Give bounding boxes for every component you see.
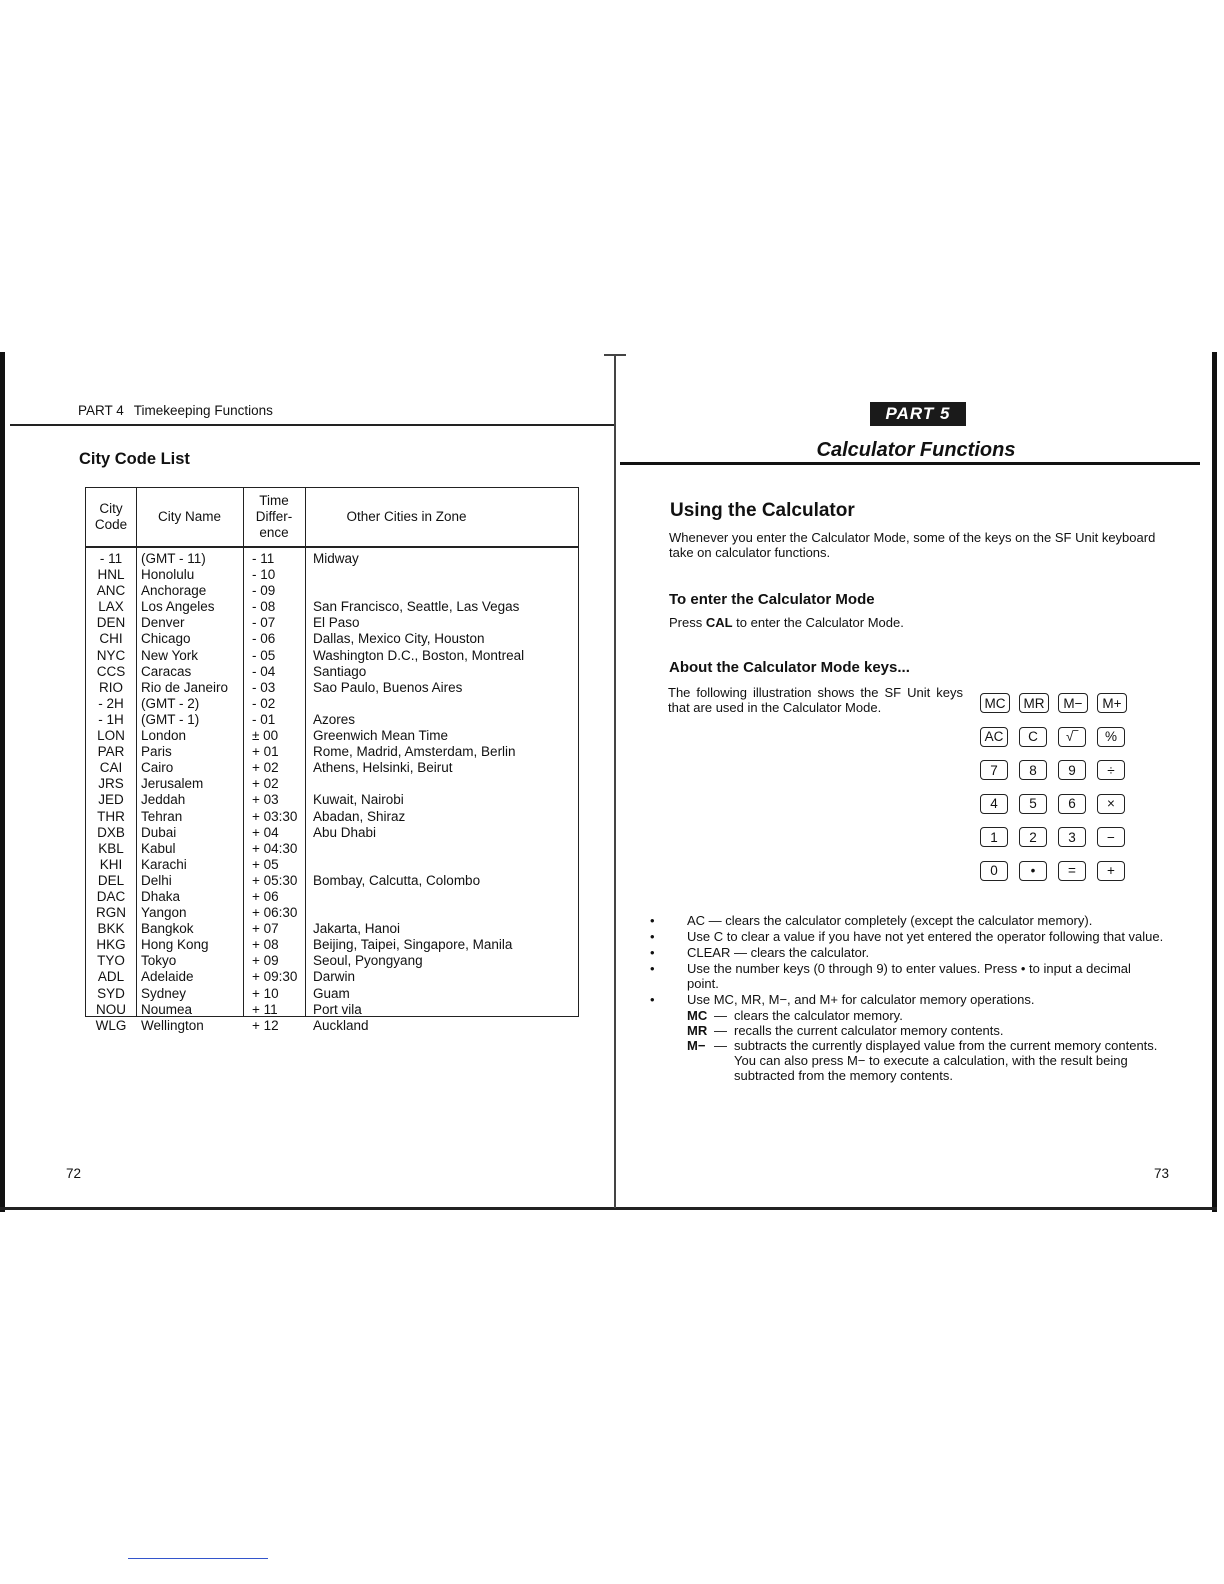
- key-mr: MR: [1019, 693, 1049, 713]
- header-city-name: [136, 488, 243, 546]
- bullet-text: Use C to clear a value if you have not yet entered the operator following that value.: [687, 929, 1164, 944]
- key-name: CAL: [705, 615, 733, 630]
- bullet-item: [650, 913, 1165, 928]
- bullet-icon: •: [650, 929, 655, 944]
- time-difference-cell: + 04:30: [252, 840, 298, 856]
- memory-key-description: subtracts the currently displayed value from the current memory contents. You can also press M− to execute a calculation, with the result being subtracted from the memory contents.: [734, 1038, 1158, 1083]
- bullet-item: [650, 929, 1165, 944]
- memory-key-item: [650, 1008, 1165, 1023]
- city-code-cell: HKG: [96, 937, 126, 953]
- other-cities-cell: Greenwich Mean Time: [313, 728, 449, 744]
- header-time-difference: [243, 488, 305, 546]
- bullet-item: [650, 961, 1165, 991]
- city-code-cell: NYC: [96, 647, 126, 663]
- other-cities-cell: Bombay, Calcutta, Colombo: [313, 872, 481, 888]
- table-row: [86, 953, 578, 969]
- key-5: 5: [1019, 794, 1047, 814]
- page-number: 72: [66, 1166, 82, 1181]
- city-name-cell: New York: [141, 647, 199, 663]
- city-name-cell: Adelaide: [141, 969, 194, 985]
- time-difference-cell: - 10: [252, 567, 276, 583]
- city-name-cell: Yangon: [141, 905, 187, 921]
- city-code-cell: JED: [98, 792, 124, 808]
- city-name-cell: Dhaka: [141, 888, 181, 904]
- city-code-cell: TYO: [97, 953, 125, 969]
- city-name-cell: (GMT - 2): [141, 695, 200, 711]
- page-fold: [614, 356, 616, 1208]
- other-cities-cell: Rome, Madrid, Amsterdam, Berlin: [313, 744, 516, 760]
- time-difference-cell: - 04: [252, 663, 276, 679]
- table-row: [86, 680, 578, 696]
- header-text: Code: [94, 517, 128, 532]
- table-row: [86, 567, 578, 583]
- header-text: ence: [259, 525, 289, 540]
- header-text: Other Cities in Zone: [346, 509, 467, 524]
- city-name-cell: Delhi: [141, 872, 172, 888]
- city-code-cell: - 1H: [98, 711, 124, 727]
- city-name-cell: London: [141, 728, 187, 744]
- other-cities-cell: Sao Paulo, Buenos Aires: [313, 679, 463, 695]
- chapter-rule: [620, 462, 1200, 465]
- table-row: [86, 873, 578, 889]
- time-difference-cell: + 08: [252, 937, 279, 953]
- table-row: [86, 615, 578, 631]
- time-difference-cell: - 08: [252, 599, 276, 615]
- key-8: 8: [1019, 760, 1047, 780]
- chapter-title: Calculator Functions: [816, 439, 1016, 461]
- other-cities-cell: Kuwait, Nairobi: [313, 792, 404, 808]
- table-row: [86, 776, 578, 792]
- city-code-cell: DEN: [96, 615, 126, 631]
- key-3: 3: [1058, 827, 1086, 847]
- memory-key-description: clears the calculator memory.: [734, 1008, 903, 1023]
- city-name-cell: Tokyo: [141, 953, 177, 969]
- other-cities-cell: Port vila: [313, 1001, 362, 1017]
- city-code-cell: DAC: [96, 888, 126, 904]
- time-difference-cell: + 05:30: [252, 872, 298, 888]
- table-row: [86, 1018, 578, 1034]
- city-name-cell: Chicago: [141, 631, 191, 647]
- key-percent: %: [1097, 727, 1125, 747]
- section-heading: Using the Calculator: [670, 500, 855, 521]
- table-row: [86, 599, 578, 615]
- table-row: [86, 712, 578, 728]
- bullet-text: Use the number keys (0 through 9) to enter values. Press • to input a decimal point.: [687, 961, 1131, 991]
- bullet-text: AC — clears the calculator completely (except the calculator memory).: [687, 913, 1093, 928]
- other-cities-cell: Seoul, Pyongyang: [313, 953, 423, 969]
- key-plus: +: [1097, 861, 1125, 881]
- bullet-text: Use MC, MR, M−, and M+ for calculator memory operations.: [687, 992, 1035, 1007]
- city-name-cell: Denver: [141, 615, 185, 631]
- text-run: Press: [669, 615, 706, 630]
- header-rule: [10, 424, 614, 426]
- table-row: [86, 551, 578, 567]
- header-city-code: [86, 488, 136, 546]
- time-difference-cell: + 07: [252, 921, 279, 937]
- memory-key-dash: —: [714, 1008, 727, 1023]
- time-difference-cell: - 09: [252, 583, 276, 599]
- city-code-cell: KHI: [99, 856, 123, 872]
- city-code-cell: LON: [97, 728, 125, 744]
- other-cities-cell: El Paso: [313, 615, 360, 631]
- table-row: [86, 825, 578, 841]
- intro-paragraph: Whenever you enter the Calculator Mode, some of the keys on the SF Unit keyboard take on calculator functions.: [669, 530, 1156, 560]
- key-mc: MC: [980, 693, 1010, 713]
- header-other-cities: [305, 488, 508, 546]
- time-difference-cell: + 05: [252, 856, 279, 872]
- time-difference-cell: + 03: [252, 792, 279, 808]
- city-name-cell: Honolulu: [141, 567, 195, 583]
- key-c: C: [1019, 727, 1047, 747]
- city-code-cell: - 2H: [98, 695, 124, 711]
- city-name-cell: Caracas: [141, 663, 192, 679]
- city-code-cell: JRS: [98, 776, 124, 792]
- subheading-enter: To enter the Calculator Mode: [669, 591, 875, 608]
- footer-link-line: [128, 1558, 268, 1559]
- other-cities-cell: Azores: [313, 711, 356, 727]
- other-cities-cell: Athens, Helsinki, Beirut: [313, 760, 453, 776]
- time-difference-cell: + 11: [252, 1001, 278, 1017]
- city-code-cell: DEL: [97, 872, 125, 888]
- city-name-cell: Cairo: [141, 760, 174, 776]
- city-code-cell: CHI: [99, 631, 123, 647]
- city-name-cell: Bangkok: [141, 921, 194, 937]
- header-text: Time: [259, 493, 289, 508]
- memory-key-dash: —: [714, 1023, 727, 1038]
- enter-paragraph: [669, 615, 904, 630]
- table-row: [86, 648, 578, 664]
- page-number: 73: [1154, 1166, 1170, 1181]
- time-difference-cell: - 05: [252, 647, 276, 663]
- city-name-cell: Noumea: [141, 1001, 193, 1017]
- key-multiply: ×: [1097, 794, 1125, 814]
- time-difference-cell: + 12: [252, 1017, 279, 1033]
- key-m-plus: M+: [1097, 693, 1127, 713]
- key-4: 4: [980, 794, 1008, 814]
- key-divide: ÷: [1097, 760, 1125, 780]
- other-cities-cell: Midway: [313, 551, 359, 566]
- table-row: [86, 809, 578, 825]
- city-name-cell: Tehran: [141, 808, 183, 824]
- memory-key-code: M−: [687, 1038, 706, 1053]
- city-name-cell: Jeddah: [141, 792, 186, 808]
- city-code-cell: WLG: [95, 1017, 127, 1033]
- key-decimal: •: [1019, 861, 1047, 881]
- table-row: [86, 696, 578, 712]
- table-row: [86, 841, 578, 857]
- bullet-icon: •: [650, 945, 655, 960]
- table-row: [86, 631, 578, 647]
- page-title: City Code List: [79, 450, 190, 468]
- time-difference-cell: + 09: [252, 953, 279, 969]
- city-code-cell: ANC: [96, 583, 126, 599]
- city-code-cell: CAI: [99, 760, 123, 776]
- text-run: to enter the Calculator Mode.: [732, 615, 904, 630]
- table-row: [86, 969, 578, 985]
- city-code-cell: LAX: [98, 599, 124, 615]
- header-text: Differ-: [255, 509, 293, 524]
- memory-key-item: [650, 1038, 1165, 1083]
- header-section: Timekeeping Functions: [133, 403, 273, 418]
- memory-key-code: MC: [687, 1008, 708, 1023]
- key-0: 0: [980, 861, 1008, 881]
- header-text: City Name: [157, 509, 221, 524]
- key-6: 6: [1058, 794, 1086, 814]
- table-row: [86, 583, 578, 599]
- time-difference-cell: ± 00: [252, 728, 279, 744]
- header-part: PART 4: [78, 403, 124, 418]
- bullet-icon: •: [650, 913, 655, 928]
- part-badge: PART 5: [870, 402, 966, 426]
- time-difference-cell: - 07: [252, 615, 276, 631]
- city-name-cell: Kabul: [141, 840, 176, 856]
- table-body: [86, 551, 578, 1034]
- memory-key-dash: —: [714, 1038, 727, 1053]
- header-divider: [86, 546, 578, 548]
- other-cities-cell: Abadan, Shiraz: [313, 808, 406, 824]
- city-name-cell: Jerusalem: [141, 776, 204, 792]
- time-difference-cell: - 06: [252, 631, 276, 647]
- table-row: [86, 905, 578, 921]
- city-code-cell: RIO: [98, 679, 123, 695]
- time-difference-cell: + 09:30: [252, 969, 298, 985]
- city-name-cell: (GMT - 11): [141, 551, 206, 566]
- table-row: [86, 728, 578, 744]
- bullet-item: [650, 992, 1165, 1007]
- city-code-cell: RGN: [96, 905, 126, 921]
- left-running-header: [78, 403, 273, 418]
- other-cities-cell: Darwin: [313, 969, 356, 985]
- city-name-cell: Los Angeles: [141, 599, 215, 615]
- table-row: [86, 857, 578, 873]
- key-9: 9: [1058, 760, 1086, 780]
- other-cities-cell: Jakarta, Hanoi: [313, 921, 401, 937]
- bullet-list: [650, 913, 1165, 1083]
- city-name-cell: Paris: [141, 744, 172, 760]
- city-code-cell: ADL: [97, 969, 125, 985]
- spread-bottom-edge: [0, 1207, 1217, 1210]
- time-difference-cell: + 02: [252, 760, 279, 776]
- memory-key-description: recalls the current calculator memory contents.: [734, 1023, 1004, 1038]
- other-cities-cell: Beijing, Taipei, Singapore, Manila: [313, 937, 513, 953]
- other-cities-cell: Dallas, Mexico City, Houston: [313, 631, 485, 647]
- city-code-cell: KBL: [98, 840, 124, 856]
- city-code-cell: - 11: [99, 551, 123, 566]
- time-difference-cell: + 02: [252, 776, 279, 792]
- key-m-minus: M−: [1058, 693, 1088, 713]
- city-code-cell: CCS: [96, 663, 126, 679]
- time-difference-cell: + 03:30: [252, 808, 298, 824]
- table-row: [86, 760, 578, 776]
- time-difference-cell: + 06:30: [252, 905, 298, 921]
- spread-left-edge: [0, 352, 5, 1212]
- city-name-cell: (GMT - 1): [141, 711, 200, 727]
- key-7: 7: [980, 760, 1008, 780]
- city-code-cell: BKK: [97, 921, 125, 937]
- spread-right-edge: [1212, 352, 1217, 1212]
- table-row: [86, 889, 578, 905]
- city-name-cell: Hong Kong: [141, 937, 209, 953]
- key-ac: AC: [980, 727, 1008, 747]
- bullet-icon: •: [650, 992, 655, 1007]
- city-code-cell: SYD: [97, 985, 125, 1001]
- city-code-cell: DXB: [97, 824, 125, 840]
- other-cities-cell: Santiago: [313, 663, 367, 679]
- time-difference-cell: + 06: [252, 888, 279, 904]
- table-row: [86, 1002, 578, 1018]
- memory-key-item: [650, 1023, 1165, 1038]
- time-difference-cell: - 03: [252, 679, 276, 695]
- table-row: [86, 986, 578, 1002]
- about-paragraph: The following illustration shows the SF Unit keys that are used in the Calculator Mode.: [668, 685, 963, 715]
- table-row: [86, 664, 578, 680]
- table-row: [86, 744, 578, 760]
- memory-key-code: MR: [687, 1023, 708, 1038]
- city-name-cell: Anchorage: [141, 583, 207, 599]
- table-row: [86, 921, 578, 937]
- key-sqrt: √‾: [1058, 727, 1086, 747]
- other-cities-cell: Washington D.C., Boston, Montreal: [313, 647, 525, 663]
- city-code-cell: PAR: [97, 744, 125, 760]
- city-name-cell: Karachi: [141, 856, 187, 872]
- key-1: 1: [980, 827, 1008, 847]
- time-difference-cell: - 11: [252, 551, 275, 566]
- header-text: City: [99, 501, 123, 516]
- city-name-cell: Dubai: [141, 824, 177, 840]
- city-name-cell: Sydney: [141, 985, 187, 1001]
- fold-tick: [604, 354, 626, 356]
- table-row: [86, 937, 578, 953]
- bullet-text: CLEAR — clears the calculator.: [687, 945, 870, 960]
- city-name-cell: Wellington: [141, 1017, 204, 1033]
- other-cities-cell: San Francisco, Seattle, Las Vegas: [313, 599, 520, 615]
- city-name-cell: Rio de Janeiro: [141, 679, 229, 695]
- other-cities-cell: Auckland: [313, 1017, 369, 1033]
- key-equals: =: [1058, 861, 1086, 881]
- table-row: [86, 792, 578, 808]
- city-code-cell: HNL: [97, 567, 125, 583]
- key-2: 2: [1019, 827, 1047, 847]
- city-code-cell: THR: [97, 808, 125, 824]
- time-difference-cell: + 10: [252, 985, 279, 1001]
- time-difference-cell: + 01: [252, 744, 279, 760]
- subheading-about: About the Calculator Mode keys...: [669, 659, 910, 676]
- bullet-item: [650, 945, 1165, 960]
- other-cities-cell: Abu Dhabi: [313, 824, 377, 840]
- time-difference-cell: + 04: [252, 824, 279, 840]
- key-minus: −: [1097, 827, 1125, 847]
- time-difference-cell: - 02: [252, 695, 276, 711]
- other-cities-cell: Guam: [313, 985, 350, 1001]
- city-code-cell: NOU: [96, 1001, 126, 1017]
- time-difference-cell: - 01: [252, 711, 276, 727]
- bullet-icon: •: [650, 961, 655, 976]
- city-code-table: [85, 487, 579, 1033]
